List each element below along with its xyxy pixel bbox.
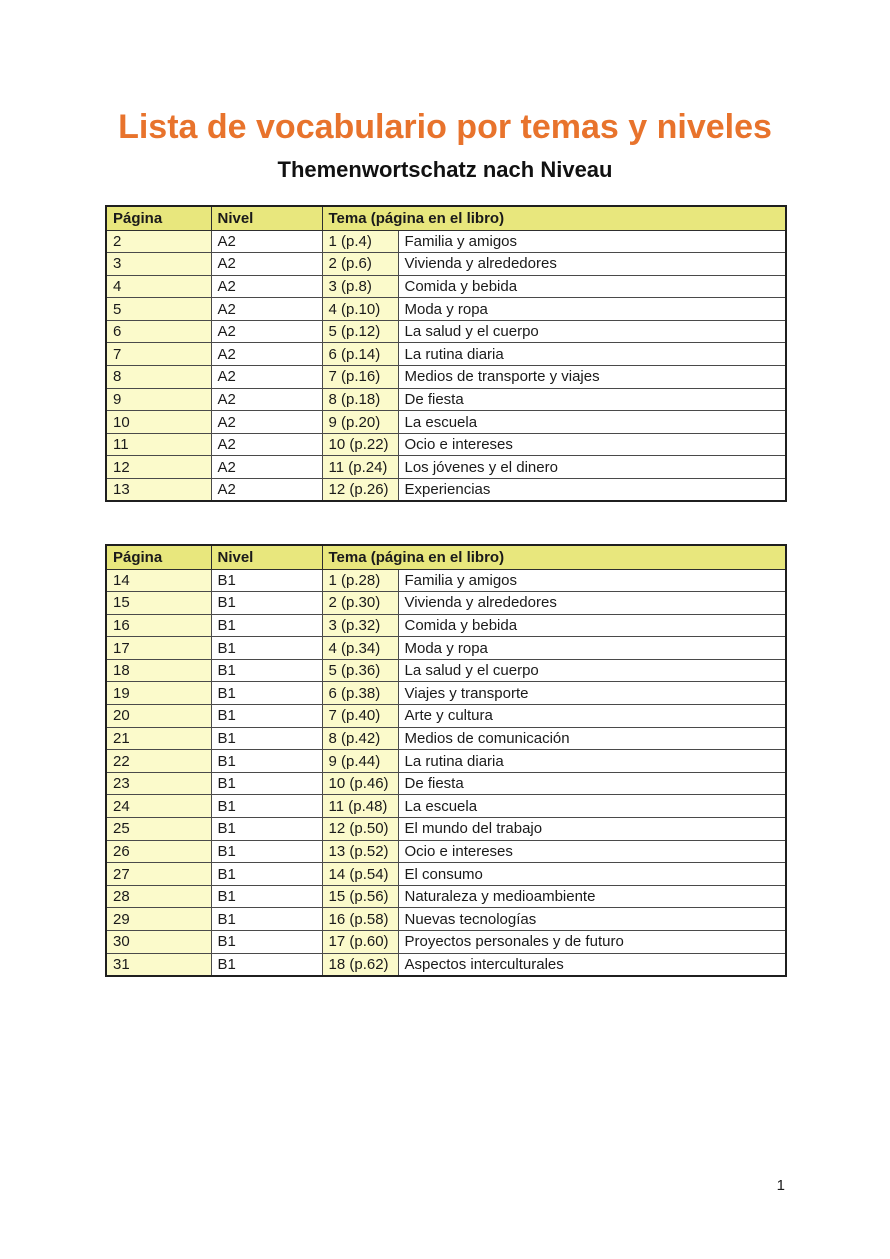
table-cell: 6 (p.38): [322, 682, 398, 705]
table-cell: Moda y ropa: [398, 637, 786, 660]
table-cell: 1 (p.28): [322, 569, 398, 592]
column-header: Nivel: [211, 206, 322, 230]
document-subtitle: Themenwortschatz nach Niveau: [277, 157, 613, 182]
vocab-table-a2: [105, 205, 787, 502]
table-row: [106, 343, 786, 366]
table-row: [106, 818, 786, 841]
table-row: [106, 885, 786, 908]
table-cell: Medios de transporte y viajes: [398, 366, 786, 389]
table-row: [106, 840, 786, 863]
table-cell: B1: [211, 772, 322, 795]
table-row: [106, 953, 786, 976]
table-cell: 5: [106, 298, 211, 321]
table-cell: 26: [106, 840, 211, 863]
table-row: [106, 863, 786, 886]
table-cell: 3 (p.32): [322, 614, 398, 637]
table-cell: La salud y el cuerpo: [398, 659, 786, 682]
table-cell: Naturaleza y medioambiente: [398, 885, 786, 908]
table-cell: Experiencias: [398, 479, 786, 502]
table-cell: 10 (p.46): [322, 772, 398, 795]
table-cell: B1: [211, 863, 322, 886]
table-cell: A2: [211, 433, 322, 456]
table-cell: B1: [211, 569, 322, 592]
table-row: [106, 411, 786, 434]
table-header-row: [106, 206, 786, 230]
table-cell: 2 (p.30): [322, 592, 398, 615]
table-cell: B1: [211, 840, 322, 863]
table-cell: 2 (p.6): [322, 253, 398, 276]
table-cell: Vivienda y alrededores: [398, 592, 786, 615]
table-cell: B1: [211, 682, 322, 705]
table-row: [106, 433, 786, 456]
table-cell: 9: [106, 388, 211, 411]
table-cell: 15 (p.56): [322, 885, 398, 908]
table-cell: B1: [211, 750, 322, 773]
page-number: 1: [776, 1177, 785, 1194]
table-header-row: [106, 545, 786, 569]
table-row: [106, 637, 786, 660]
table-row: [106, 908, 786, 931]
table-cell: B1: [211, 795, 322, 818]
table-cell: 4 (p.34): [322, 637, 398, 660]
table-cell: 6: [106, 320, 211, 343]
table-cell: 12 (p.26): [322, 479, 398, 502]
table-row: [106, 705, 786, 728]
table-cell: B1: [211, 818, 322, 841]
table-cell: A2: [211, 343, 322, 366]
table-cell: 27: [106, 863, 211, 886]
table-cell: B1: [211, 614, 322, 637]
table-cell: Aspectos interculturales: [398, 953, 786, 976]
table-cell: 3: [106, 253, 211, 276]
table-cell: 17 (p.60): [322, 931, 398, 954]
table-cell: 14: [106, 569, 211, 592]
vocab-table-b1: [105, 544, 787, 977]
table-cell: 10: [106, 411, 211, 434]
table-cell: 3 (p.8): [322, 275, 398, 298]
table-cell: A2: [211, 253, 322, 276]
table-cell: La escuela: [398, 795, 786, 818]
table-row: [106, 366, 786, 389]
table-row: [106, 659, 786, 682]
table-cell: B1: [211, 637, 322, 660]
column-header: Tema (página en el libro): [322, 206, 786, 230]
table-cell: B1: [211, 727, 322, 750]
table-cell: De fiesta: [398, 772, 786, 795]
table-cell: El consumo: [398, 863, 786, 886]
table-cell: 28: [106, 885, 211, 908]
table-row: [106, 388, 786, 411]
table-cell: B1: [211, 659, 322, 682]
document-title: Lista de vocabulario por temas y niveles: [118, 108, 772, 146]
table-cell: Viajes y transporte: [398, 682, 786, 705]
table-cell: La salud y el cuerpo: [398, 320, 786, 343]
table-cell: A2: [211, 411, 322, 434]
table-cell: 15: [106, 592, 211, 615]
table-cell: B1: [211, 705, 322, 728]
table-cell: Arte y cultura: [398, 705, 786, 728]
table-cell: 4: [106, 275, 211, 298]
table-cell: 1 (p.4): [322, 230, 398, 253]
table-row: [106, 727, 786, 750]
table-cell: A2: [211, 230, 322, 253]
table-cell: A2: [211, 456, 322, 479]
table-cell: La rutina diaria: [398, 343, 786, 366]
table-cell: 9 (p.44): [322, 750, 398, 773]
table-cell: 23: [106, 772, 211, 795]
table-cell: 11 (p.48): [322, 795, 398, 818]
table-cell: Comida y bebida: [398, 275, 786, 298]
table-cell: Proyectos personales y de futuro: [398, 931, 786, 954]
table-cell: 8 (p.18): [322, 388, 398, 411]
column-header: Nivel: [211, 545, 322, 569]
table-cell: Familia y amigos: [398, 569, 786, 592]
table-cell: A2: [211, 479, 322, 502]
table-cell: 17: [106, 637, 211, 660]
table-cell: Los jóvenes y el dinero: [398, 456, 786, 479]
table-cell: A2: [211, 366, 322, 389]
table-row: [106, 682, 786, 705]
table-cell: 18 (p.62): [322, 953, 398, 976]
table-cell: A2: [211, 298, 322, 321]
table-row: [106, 931, 786, 954]
table-cell: 11: [106, 433, 211, 456]
table-cell: 6 (p.14): [322, 343, 398, 366]
table-row: [106, 479, 786, 502]
table-row: [106, 614, 786, 637]
table-cell: 14 (p.54): [322, 863, 398, 886]
table-cell: 5 (p.12): [322, 320, 398, 343]
table-row: [106, 569, 786, 592]
column-header: Página: [106, 206, 211, 230]
table-cell: B1: [211, 931, 322, 954]
table-cell: La escuela: [398, 411, 786, 434]
table-cell: 7 (p.40): [322, 705, 398, 728]
table-cell: A2: [211, 320, 322, 343]
table-cell: 13 (p.52): [322, 840, 398, 863]
table-row: [106, 592, 786, 615]
table-cell: 22: [106, 750, 211, 773]
table-row: [106, 298, 786, 321]
table-row: [106, 456, 786, 479]
table-cell: 24: [106, 795, 211, 818]
table-cell: 10 (p.22): [322, 433, 398, 456]
table-row: [106, 275, 786, 298]
table-cell: 8: [106, 366, 211, 389]
table-cell: 7: [106, 343, 211, 366]
table-cell: B1: [211, 885, 322, 908]
table-row: [106, 230, 786, 253]
table-cell: B1: [211, 592, 322, 615]
table-cell: Medios de comunicación: [398, 727, 786, 750]
table-cell: La rutina diaria: [398, 750, 786, 773]
table-cell: B1: [211, 908, 322, 931]
table-cell: Ocio e intereses: [398, 433, 786, 456]
table-cell: 12 (p.50): [322, 818, 398, 841]
table-cell: 31: [106, 953, 211, 976]
table-cell: Comida y bebida: [398, 614, 786, 637]
table-cell: 2: [106, 230, 211, 253]
table-cell: B1: [211, 953, 322, 976]
table-cell: Moda y ropa: [398, 298, 786, 321]
table-cell: A2: [211, 388, 322, 411]
table-cell: 4 (p.10): [322, 298, 398, 321]
table-row: [106, 253, 786, 276]
table-cell: El mundo del trabajo: [398, 818, 786, 841]
table-row: [106, 772, 786, 795]
table-cell: 7 (p.16): [322, 366, 398, 389]
table-cell: 21: [106, 727, 211, 750]
table-row: [106, 795, 786, 818]
table-cell: 13: [106, 479, 211, 502]
table-cell: Nuevas tecnologías: [398, 908, 786, 931]
table-cell: De fiesta: [398, 388, 786, 411]
table-cell: 20: [106, 705, 211, 728]
table-cell: 12: [106, 456, 211, 479]
table-cell: 16: [106, 614, 211, 637]
table-cell: 29: [106, 908, 211, 931]
table-cell: 25: [106, 818, 211, 841]
table-cell: Familia y amigos: [398, 230, 786, 253]
table-row: [106, 320, 786, 343]
table-cell: 8 (p.42): [322, 727, 398, 750]
table-cell: A2: [211, 275, 322, 298]
table-cell: 18: [106, 659, 211, 682]
table-cell: 5 (p.36): [322, 659, 398, 682]
column-header: Tema (página en el libro): [322, 545, 786, 569]
table-cell: 11 (p.24): [322, 456, 398, 479]
table-cell: 16 (p.58): [322, 908, 398, 931]
table-cell: 30: [106, 931, 211, 954]
table-cell: Ocio e intereses: [398, 840, 786, 863]
table-row: [106, 750, 786, 773]
column-header: Página: [106, 545, 211, 569]
table-cell: 9 (p.20): [322, 411, 398, 434]
table-cell: Vivienda y alrededores: [398, 253, 786, 276]
table-cell: 19: [106, 682, 211, 705]
